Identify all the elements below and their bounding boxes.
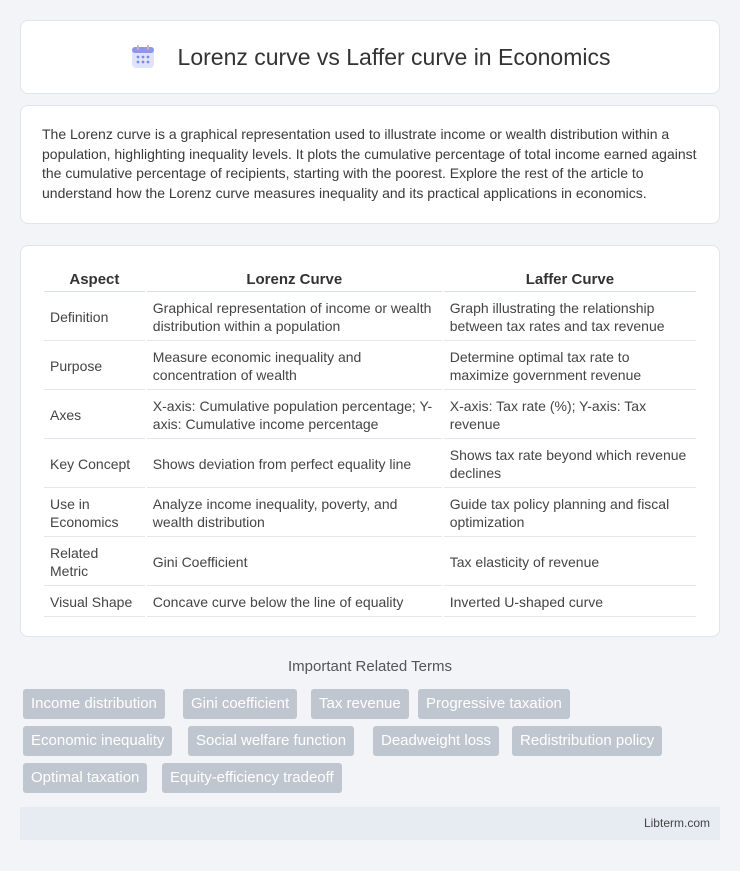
row-lorenz: Shows deviation from perfect equality line — [147, 441, 442, 488]
row-aspect: Axes — [44, 392, 145, 439]
row-aspect: Visual Shape — [44, 588, 145, 617]
header-aspect: Aspect — [44, 268, 145, 292]
row-aspect: Related Metric — [44, 539, 145, 586]
tag-deadweight-loss[interactable]: Deadweight loss — [373, 726, 499, 756]
table-row — [44, 294, 696, 341]
comparison-table — [42, 266, 698, 619]
tag-economic-inequality[interactable]: Economic inequality — [23, 726, 172, 756]
intro-card — [20, 105, 720, 224]
row-laffer: Tax elasticity of revenue — [444, 539, 696, 586]
row-laffer: Guide tax policy planning and fiscal optimization — [444, 490, 696, 537]
related-terms-title: Important Related Terms — [288, 658, 452, 675]
title-card — [20, 20, 720, 94]
row-lorenz: Gini Coefficient — [147, 539, 442, 586]
table-row — [44, 588, 696, 617]
row-lorenz: Concave curve below the line of equality — [147, 588, 442, 617]
footer-site-link[interactable]: Libterm.com — [643, 816, 710, 830]
row-laffer: Graph illustrating the relationship between tax rates and tax revenue — [444, 294, 696, 341]
row-lorenz: Analyze income inequality, poverty, and wealth distribution — [147, 490, 442, 537]
table-row — [44, 441, 696, 488]
row-aspect: Use in Economics — [44, 490, 145, 537]
tag-gini-coefficient[interactable]: Gini coefficient — [183, 689, 297, 719]
row-lorenz: X-axis: Cumulative population percentage; Y-axis: Cumulative income percentage — [147, 392, 442, 439]
row-aspect: Definition — [44, 294, 145, 341]
comparison-table-card — [20, 245, 720, 637]
row-lorenz: Measure economic inequality and concentration of wealth — [147, 343, 442, 390]
tag-social-welfare-function[interactable]: Social welfare function — [188, 726, 354, 756]
calendar-grid-icon — [130, 44, 156, 70]
tag-tax-revenue[interactable]: Tax revenue — [311, 689, 409, 719]
table-row — [44, 490, 696, 537]
footer — [20, 807, 720, 840]
header-lorenz: Lorenz Curve — [147, 268, 442, 292]
table-row — [44, 392, 696, 439]
tag-optimal-taxation[interactable]: Optimal taxation — [23, 763, 147, 793]
row-laffer: Inverted U-shaped curve — [444, 588, 696, 617]
intro-text: The Lorenz curve is a graphical representation used to illustrate income or wealth distribution within a population, highlighting inequality levels. It plots the cumulative percentage of total income earned against the cumulative percentage of recipients, starting with the poorest. Explore the rest of the article to understand how the Lorenz curve measures inequality and its practical applications in economics. — [42, 126, 697, 201]
row-laffer: X-axis: Tax rate (%); Y-axis: Tax revenue — [444, 392, 696, 439]
row-laffer: Shows tax rate beyond which revenue declines — [444, 441, 696, 488]
tag-redistribution-policy[interactable]: Redistribution policy — [512, 726, 662, 756]
row-aspect: Key Concept — [44, 441, 145, 488]
tag-equity-efficiency-tradeoff[interactable]: Equity-efficiency tradeoff — [162, 763, 342, 793]
table-row — [44, 539, 696, 586]
row-aspect: Purpose — [44, 343, 145, 390]
page-title: Lorenz curve vs Laffer curve in Economics — [177, 43, 611, 70]
header-laffer: Laffer Curve — [444, 268, 696, 292]
row-laffer: Determine optimal tax rate to maximize government revenue — [444, 343, 696, 390]
row-lorenz: Graphical representation of income or wealth distribution within a population — [147, 294, 442, 341]
tag-income-distribution[interactable]: Income distribution — [23, 689, 165, 719]
table-row — [44, 343, 696, 390]
tag-progressive-taxation[interactable]: Progressive taxation — [418, 689, 570, 719]
